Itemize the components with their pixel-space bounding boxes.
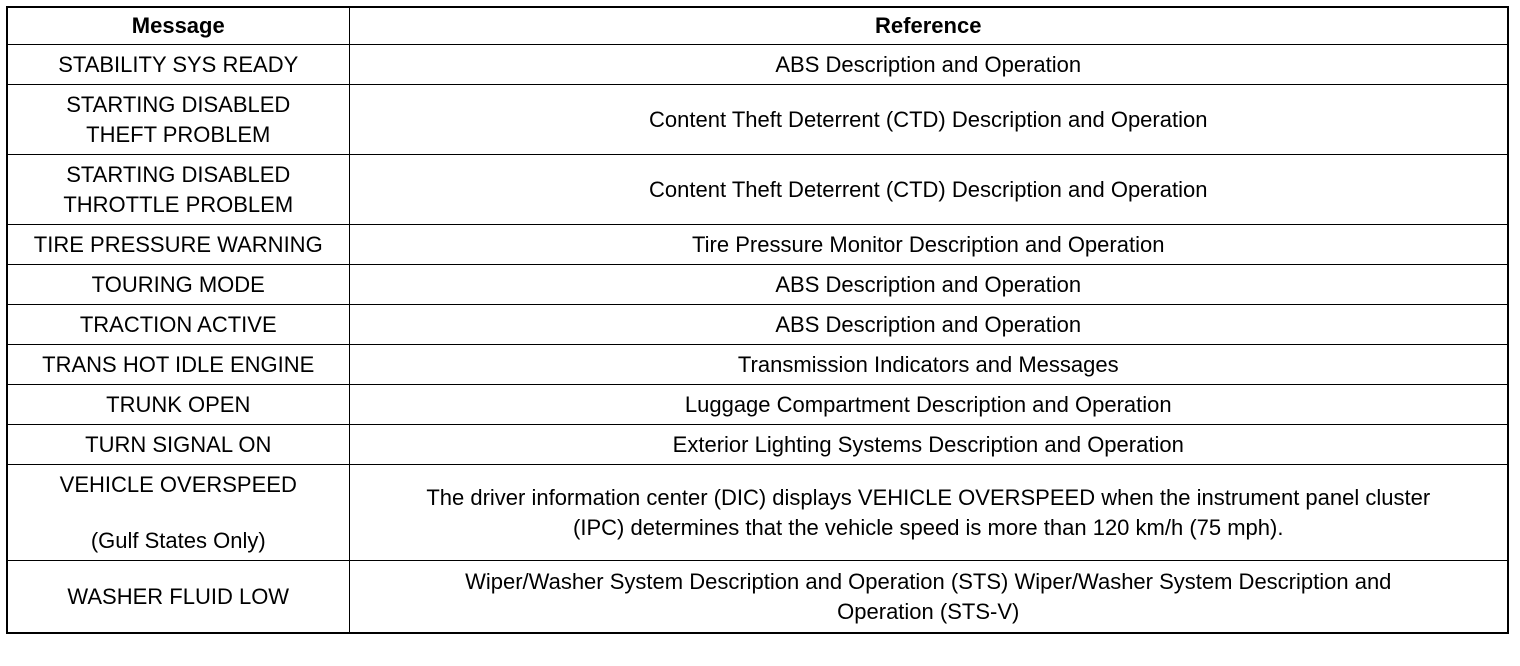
message-cell: [7, 425, 349, 465]
reference-text: Tire Pressure Monitor Description and Operation: [692, 231, 1165, 257]
reference-text: ABS Description and Operation: [775, 271, 1082, 297]
message-text: TOURING MODE: [91, 271, 265, 297]
message-cell: [7, 345, 349, 385]
message-text: WASHER FLUID LOW: [67, 583, 290, 609]
message-text: STABILITY SYS READY: [58, 51, 299, 77]
table-row: [7, 425, 1508, 465]
table-row: [7, 155, 1508, 225]
message-cell: [7, 155, 349, 225]
table-row: [7, 561, 1508, 634]
reference-text: Luggage Compartment Description and Operation: [684, 391, 1172, 417]
message-note: (Gulf States Only): [90, 527, 266, 553]
reference-text: ABS Description and Operation: [775, 51, 1082, 77]
message-text: TURN SIGNAL ON: [85, 431, 272, 457]
message-text: TRANS HOT IDLE ENGINE: [42, 351, 315, 377]
message-cell: [7, 265, 349, 305]
reference-cell: [349, 425, 1508, 465]
reference-text: Content Theft Deterrent (CTD) Description and Operation: [649, 176, 1208, 202]
reference-text: Operation (STS-V): [837, 598, 1020, 624]
table-row: [7, 305, 1508, 345]
reference-text: ABS Description and Operation: [775, 311, 1082, 337]
reference-text: Transmission Indicators and Messages: [737, 351, 1119, 377]
table-row: [7, 45, 1508, 85]
table-row: [7, 85, 1508, 155]
column-header-message: Message: [7, 7, 349, 45]
message-text: TRUNK OPEN: [106, 391, 251, 417]
table-row: [7, 465, 1508, 561]
reference-cell: [349, 385, 1508, 425]
reference-cell: [349, 465, 1508, 561]
reference-cell: [349, 305, 1508, 345]
reference-cell: [349, 345, 1508, 385]
message-text: STARTING DISABLED: [66, 161, 291, 187]
reference-text: Content Theft Deterrent (CTD) Description and Operation: [649, 106, 1208, 132]
table-header-row: [7, 7, 1508, 45]
reference-text: (IPC) determines that the vehicle speed is more than 120 km/h (75 mph).: [573, 514, 1284, 540]
message-cell: [7, 385, 349, 425]
message-cell: [7, 225, 349, 265]
table-row: [7, 345, 1508, 385]
message-cell: [7, 45, 349, 85]
message-text: THEFT PROBLEM: [86, 121, 271, 147]
message-text: TRACTION ACTIVE: [79, 311, 277, 337]
table-row: [7, 225, 1508, 265]
reference-text: Wiper/Washer System Description and Operation (STS) Wiper/Washer System Description and: [465, 568, 1392, 594]
message-text: TIRE PRESSURE WARNING: [33, 231, 323, 257]
message-cell: [7, 85, 349, 155]
column-header-reference: Reference: [349, 7, 1508, 45]
message-cell: [7, 465, 349, 561]
reference-cell: [349, 225, 1508, 265]
reference-cell: [349, 561, 1508, 634]
reference-text: The driver information center (DIC) displays VEHICLE OVERSPEED when the instrument panel cluster: [426, 484, 1431, 510]
reference-table-container: [6, 6, 1509, 634]
message-text: THROTTLE PROBLEM: [63, 191, 294, 217]
table-row: [7, 385, 1508, 425]
message-cell: [7, 561, 349, 634]
message-text: STARTING DISABLED: [66, 91, 291, 117]
message-reference-table: [6, 6, 1509, 634]
reference-text: Exterior Lighting Systems Description and Operation: [672, 431, 1184, 457]
reference-cell: [349, 155, 1508, 225]
reference-cell: [349, 85, 1508, 155]
table-row: [7, 265, 1508, 305]
reference-cell: [349, 265, 1508, 305]
message-text: VEHICLE OVERSPEED: [59, 471, 297, 497]
message-cell: [7, 305, 349, 345]
reference-cell: [349, 45, 1508, 85]
